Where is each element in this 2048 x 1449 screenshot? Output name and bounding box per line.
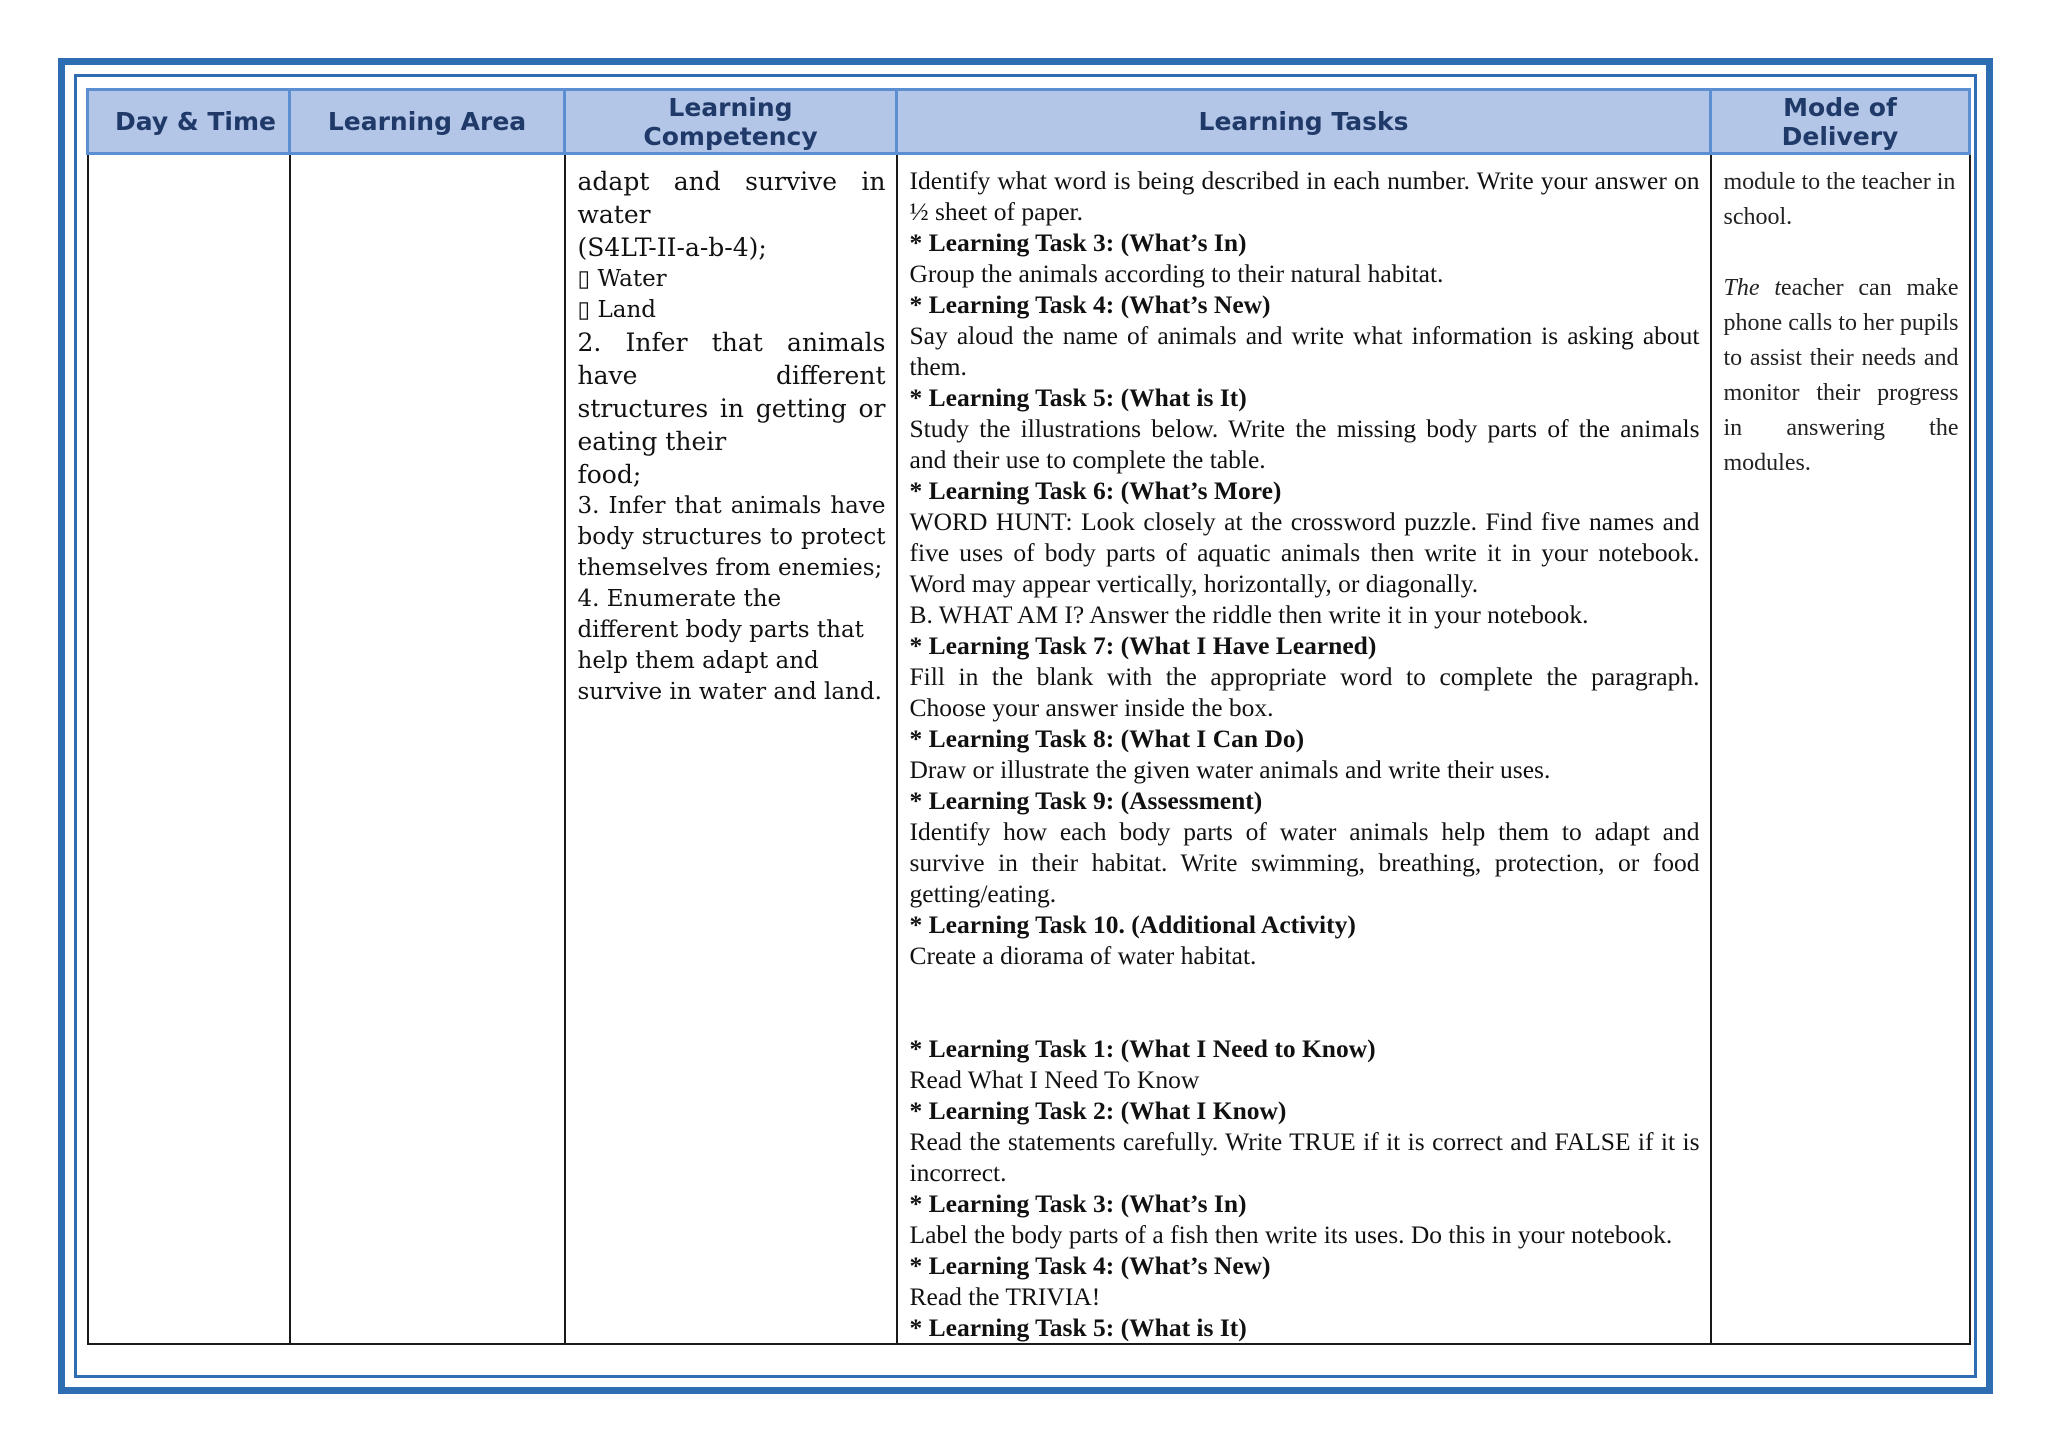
mode-text-rest: eacher can make phone calls to her pupils to assist their needs and monitor their progress in answering the modules.: [1723, 275, 1959, 476]
header-row: [88, 90, 1970, 154]
spacer: [1724, 235, 1959, 271]
lesson-plan-table: [86, 88, 1971, 1345]
competency-code: (S4LT-II-a-b-4);: [577, 233, 767, 262]
task-text: Say aloud the name of animals and write what information is asking about them.: [909, 321, 1700, 381]
competency-bullet-water: ▯ Water: [577, 266, 667, 292]
task-text: Study the illustrations below. Write the missing body parts of the animals and their use to complete the table.: [909, 414, 1700, 474]
header-mode-of-delivery: Mode of Delivery: [1711, 90, 1970, 154]
mode-text: [1724, 271, 1959, 481]
task-heading: * Learning Task 7: (What I Have Learned): [909, 631, 1377, 660]
competency-item-3: 3. Infer that animals have body structures to protect themselves from enemies;: [577, 493, 886, 581]
task-heading: * Learning Task 3: (What’s In): [909, 1189, 1247, 1218]
task-text: Label the body parts of a fish then write its uses. Do this in your notebook.: [909, 1220, 1673, 1249]
task-text: Create a diorama of water habitat.: [909, 941, 1257, 970]
competency-bullet-land: ▯ Land: [577, 297, 656, 323]
mode-italic-text: The t: [1723, 275, 1781, 301]
task-heading: * Learning Task 3: (What’s In): [909, 228, 1247, 257]
header-learning-area: Learning Area: [290, 90, 565, 154]
competency-item-2: 2. Infer that animals have different structures in getting or eating their: [577, 328, 886, 456]
task-heading: * Learning Task 9: (Assessment): [909, 786, 1263, 815]
cell-mode-of-delivery: [1711, 154, 1970, 1345]
competency-item-4: 4. Enumerate the different body parts that help them adapt and survive in water and land.: [577, 586, 882, 705]
spacer: [910, 971, 1700, 1033]
header-learning-tasks: Learning Tasks: [897, 90, 1711, 154]
task-heading: * Learning Task 4: (What’s New): [909, 1251, 1271, 1280]
cell-day-time: [88, 154, 290, 1345]
task-heading: * Learning Task 2: (What I Know): [909, 1096, 1287, 1125]
task-text: Identify how each body parts of water animals help them to adapt and survive in their habitat. Write swimming, breathing, protection, or food getting/eating.: [909, 817, 1700, 908]
task-text: Read the statements carefully. Write TRUE if it is correct and FALSE if it is incorrect.: [909, 1127, 1700, 1187]
task-text: Fill in the blank with the appropriate word to complete the paragraph. Choose your answer inside the box.: [909, 662, 1700, 722]
task-text: Draw or illustrate the given water animals and write their uses.: [909, 755, 1551, 784]
task-heading: * Learning Task 1: (What I Need to Know): [909, 1034, 1376, 1063]
competency-item-2-end: food;: [577, 460, 642, 489]
task-text: Read the TRIVIA!: [909, 1282, 1101, 1311]
competency-line: adapt and survive in water: [577, 167, 886, 229]
task-text: Read What I Need To Know: [909, 1065, 1200, 1094]
task-heading: * Learning Task 5: (What is It): [909, 1313, 1247, 1342]
task-heading: * Learning Task 5: (What is It): [909, 383, 1247, 412]
mode-text: module to the teacher in school.: [1723, 169, 1956, 230]
header-day-time: Day & Time: [88, 90, 290, 154]
task-heading: * Learning Task 10. (Additional Activity): [909, 910, 1356, 939]
cell-learning-tasks: [897, 154, 1711, 1345]
table-row: [88, 154, 1970, 1345]
task-text: WORD HUNT: Look closely at the crossword puzzle. Find five names and five uses of body parts of aquatic animals then write it in your notebook. Word may appear vertically, horizontally, or diagonally.: [909, 507, 1700, 598]
header-learning-competency: Learning Competency: [565, 90, 897, 154]
task-text: Identify what word is being described in each number. Write your answer on ½ sheet of paper.: [909, 166, 1700, 226]
task-heading: * Learning Task 6: (What’s More): [909, 476, 1282, 505]
task-heading: * Learning Task 8: (What I Can Do): [909, 724, 1305, 753]
task-text: B. WHAT AM I? Answer the riddle then write it in your notebook.: [909, 600, 1589, 629]
cell-learning-area: [290, 154, 565, 1345]
cell-learning-competency: [565, 154, 897, 1345]
task-heading: * Learning Task 4: (What’s New): [909, 290, 1271, 319]
task-text: Group the animals according to their natural habitat.: [909, 259, 1444, 288]
